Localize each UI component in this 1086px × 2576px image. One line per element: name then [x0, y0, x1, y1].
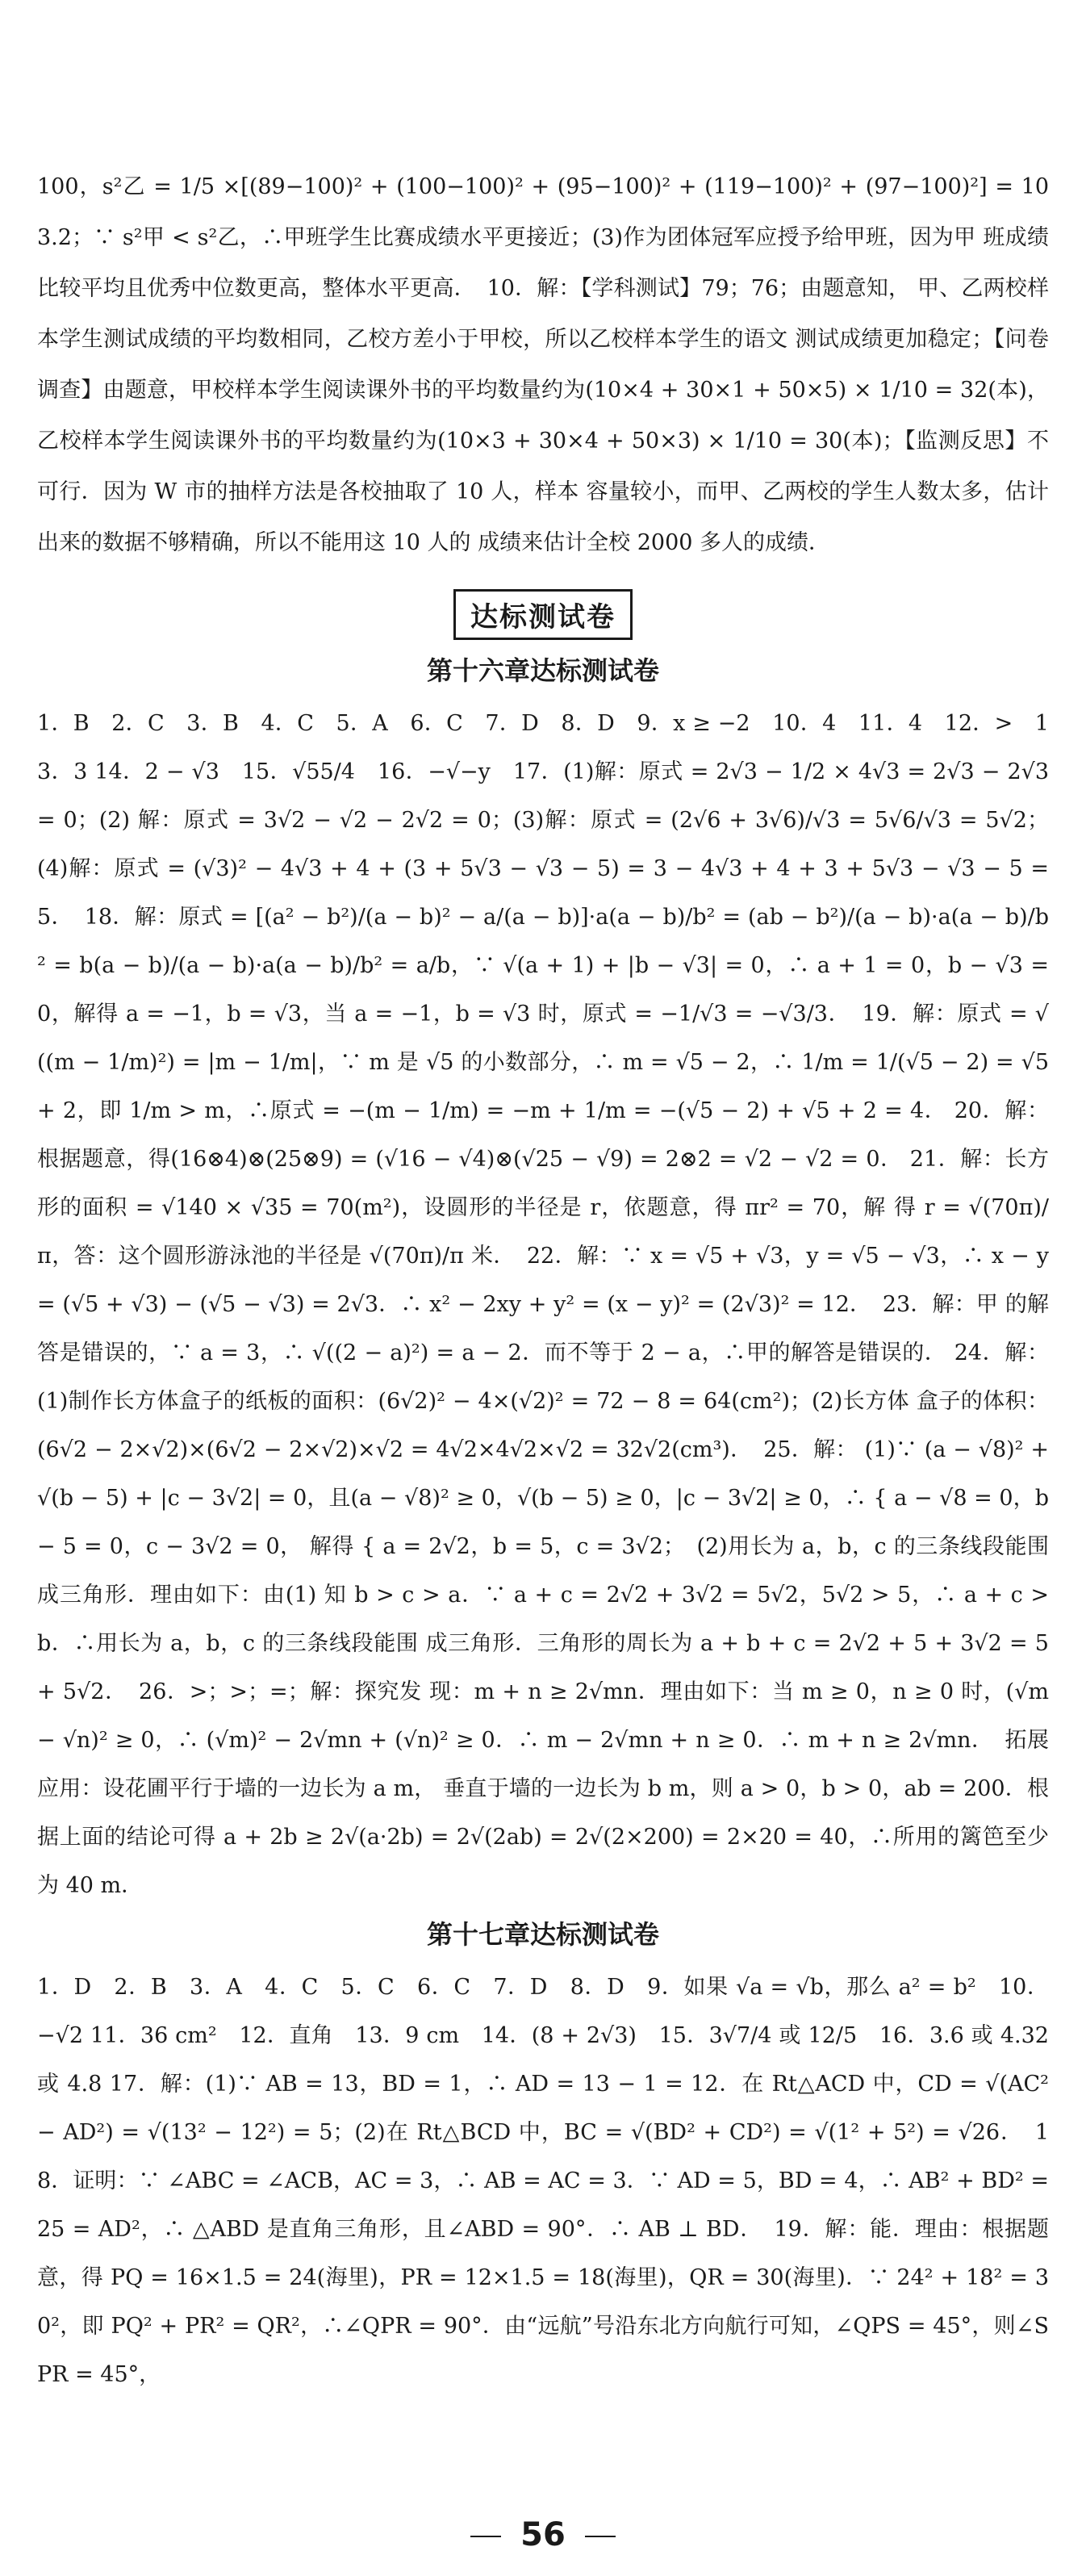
text-line: ∠ABC = ∠ACB，AC = 3，∴ AB = AC = 3．∵ AD = 5，BD = 4，∴ AB² + BD² = 25 = AD²，∴: [37, 2168, 1049, 2242]
text-line: 测试成绩更加稳定；【问卷调查】由题意，甲校样本学生阅读课外书的平均数量约为(10×4 +: [37, 327, 1049, 403]
chapter-16-text: [37, 700, 1049, 1910]
text-line: 100，s²乙 = 1/5 ×[(89−100)² + (100−100)² + (95−100)² + (119−100)² + (97−100)²] =: [37, 174, 1013, 199]
text-line: 30×1 + 50×5) × 1/10 = 32(本)，乙校样本学生阅读课外书的平均数量约为(10×3 + 30×4 +: [37, 378, 1049, 454]
text-line: 1/m = 1/(√5 − 2) = √5 + 2，即 1/m > m，∴原式 = −(m − 1/m) = −m + 1/m = −(√5 − 2) + √5 + 2 = 4．: [37, 1050, 1049, 1123]
text-line: 得 r = √(70π)/π，答：这个圆形游泳池的半径是 √(70π)/π 米． 22．解：∵ x = √5 + √3，y = √5 − √3，∴: [37, 1195, 1049, 1269]
text-line: PR² = QR²，∴∠QPR = 90°．由“远航”号沿东北方向航行可知，∠QPS = 45°，则∠SPR = 45°，: [37, 2314, 1049, 2387]
text-line: 现：m + n ≥ 2√mn．理由如下：当 m ≥ 0，n ≥ 0 时，(√m − √n)² ≥ 0，∴ (√m)² − 2√mn + (√n)²: [37, 1679, 1049, 1753]
text-line: (1)∵ (a − √8)² + √(b − 5) + |c − 3√2| = 0，且(a − √8)² ≥ 0，√(b − 5) ≥ 0，|c − 3√2| ≥ 0，∴: [37, 1437, 1049, 1511]
text-line: ≥ 0．∴ m − 2√mn + n ≥ 0．∴ m + n ≥ 2√mn． 拓展应用：设花圃平行于墙的一边长为 a m，: [37, 1728, 1049, 1801]
text-line: 成绩来估计全校 2000 多人的成绩．: [478, 530, 831, 555]
text-line: 11．36 cm² 12．直角 13．9 cm 14．(8 + 2√3) 15．3√7/4 或 12/5 16．3.6 或 4.32 或 4.8: [37, 2023, 1049, 2097]
top-section-text: [37, 161, 1049, 568]
text-line: 解：原式 = 3√2 − √2 − 2√2 = 0；(3)解：原式 = (2√6 + 3√6)/√3 = 5√6/√3 = 5√2；(4)解：原式 = (√3)²: [37, 808, 1049, 881]
text-line: △ABD 是直角三角形，且∠ABD = 90°．∴ AB ⊥ BD． 19．解：能．理由：根据题意，得 PQ =: [37, 2217, 1049, 2290]
top-section: [37, 161, 1049, 568]
text-line: x − y = (√5 + √3) − (√5 − √3) = 2√3．∴ x² − 2xy + y² = (x − y)² = (2√3)² = 12． 23．解：甲: [37, 1244, 1049, 1317]
text-line: 1．D 2．B 3．A 4．C 5．C 6．C 7．D 8．D 9．如果 √a = √b，那么 a² = b² 10．−√2: [37, 1975, 1049, 2048]
text-line: 成三角形．三角形的周长为 a + b + c = 2√2 + 5 + 3√2 = 5 + 5√2． 26．>；>；=；解：探究发: [37, 1631, 1049, 1704]
text-line: [(a² − b²)/(a − b)² − a/(a − b)]·a(a − b)/b² = (ab − b²)/(a − b)·a(a − b)/b² = b(a − b)/(a − b)·a(a − b)/b² = a/b，∵ √(a + 1) + |b: [37, 905, 1049, 978]
chapter-16-title: 第十六章达标测试卷: [426, 655, 659, 686]
text-line: 24．解：(1)制作长方体盒子的纸板的面积：(6√2)² − 4×(√2)² = 72 − 8 = 64(cm²)；(2)长方体: [37, 1340, 1049, 1414]
text-line: 垂直于墙的一边长为 b m，则 a > 0，b > 0，ab = 200．根据上面的结论可得 a + 2b ≥ 2√(a·2b) =: [37, 1776, 1049, 1850]
page-number: [0, 2516, 1086, 2553]
chapter-17-section: [37, 1917, 1049, 2399]
section-banner-wrap: [37, 589, 1049, 640]
page-number-left-dash: [470, 2536, 501, 2537]
text-line: 班成绩比较平均且优秀中位数更高，整体水平更高． 10．解：【学科测试】79；76；由题意知，: [37, 225, 1049, 301]
text-line: 21．解：长方形的面积 = √140 × √35 = 70(m²)，设圆形的半径是 r，依题意，得 πr² = 70，解: [37, 1147, 1049, 1220]
text-line: 容量较小，而甲、乙两校的学生人数太多，估计出来的数据不够精确，所以不能用这 10 人的: [37, 479, 1050, 555]
text-line: −√3/3． 19．解：原式 = √((m − 1/m)²) = |m − 1/m|，∵ m 是 √5 的小数部分，∴ m = √5 − 2，∴: [37, 1002, 1050, 1075]
text-line: 50×3) × 1/10 = 30(本)；【监测反思】不可行．因为 W 市的抽样方法是各校抽取了 10 人，样本: [37, 429, 1049, 504]
text-line: 20．解：根据题意，得(16⊗4)⊗(25⊗9) = (√16 − √4)⊗(√25 − √9) = 2⊗2 = √2 − √2 = 0．: [37, 1098, 1049, 1172]
text-line: 1．B 2．C 3．B 4．C 5．A 6．C 7．D 8．D 9．x ≥ −2 10．4 11．4 12．> 13．3: [37, 711, 1049, 784]
section-banner: 达标测试卷: [453, 589, 633, 640]
chapter-16-section: [37, 653, 1049, 1910]
page-number-value: 56: [520, 2516, 566, 2553]
text-line: 16×1.5 = 24(海里)，PR = 12×1.5 = 18(海里)，QR = 30(海里)．∵ 24² + 18² = 30²，即 PQ² +: [37, 2265, 1049, 2339]
text-line: − √3| = 0，∴ a + 1 = 0，b − √3 = 0，解得 a = −1，b = √3，当 a = −1，b = √3 时，原式 = −1/√3 =: [37, 953, 1049, 1027]
text-line: 的解答是错误的，∵ a = 3，∴ √((2 − a)²) = a − 2．而不等于 2 − a，∴甲的解答是错误的．: [37, 1292, 1049, 1365]
chapter-17-text: [37, 1963, 1049, 2399]
text-line: 103.2；∵ s²甲 < s²乙，∴甲班学生比赛成绩水平更接近；(3)作为团体冠军应授予给甲班，因为甲: [37, 174, 1049, 250]
chapter-17-title: 第十七章达标测试卷: [426, 1919, 659, 1950]
text-line: 14．2 − √3 15．√55/4 16．−√−y 17．(1)解：原式 = 2√3 − 1/2 × 4√3 = 2√3 − 2√3 = 0；(2): [37, 759, 1050, 833]
text-line: 甲、乙两校样本学生测试成绩的平均数相同，乙校方差小于甲校，所以乙校样本学生的语文: [37, 276, 1049, 352]
text-line: 盒子的体积：(6√2 − 2×√2)×(6√2 − 2×√2)×√2 = 4√2×4√2×√2 = 32√2(cm³)． 25．解：: [37, 1389, 1049, 1462]
text-line: √(13² − 12²) = 5；(2)在 Rt△BCD 中，BC = √(BD² + CD²) = √(1² + 5²) = √26． 18．证明：∵: [37, 2120, 1049, 2193]
text-line: 知 b > c > a．∵ a + c = 2√2 + 3√2 = 5√2，5√2 > 5，∴ a + c > b．∴用长为 a，b，c 的三条线段能围: [37, 1583, 1049, 1656]
text-line: 2√(2ab) = 2√(2×200) = 2×20 = 40，∴所用的篱笆至少为 40 m．: [37, 1825, 1049, 1898]
text-line: − 4√3 + 4 + (3 + 5√3 − √3 − 5) = 3 − 4√3 + 4 + 3 + 5√3 − √3 − 5 = 5． 18．解：原式 =: [37, 856, 1049, 930]
text-line: { a − √8 = 0，b − 5 = 0，c − 3√2 = 0， 解得 { a = 2√2，b = 5，c = 3√2； (2)用长为 a，b，c 的三条线段能围成三角形．理由如下：由(1): [37, 1486, 1049, 1608]
text-line: 17．解：(1)∵ AB = 13，BD = 1，∴ AD = 13 − 1 = 12．在 Rt△ACD 中，CD = √(AC² − AD²) =: [37, 2072, 1049, 2145]
page-number-right-dash: [585, 2536, 616, 2537]
